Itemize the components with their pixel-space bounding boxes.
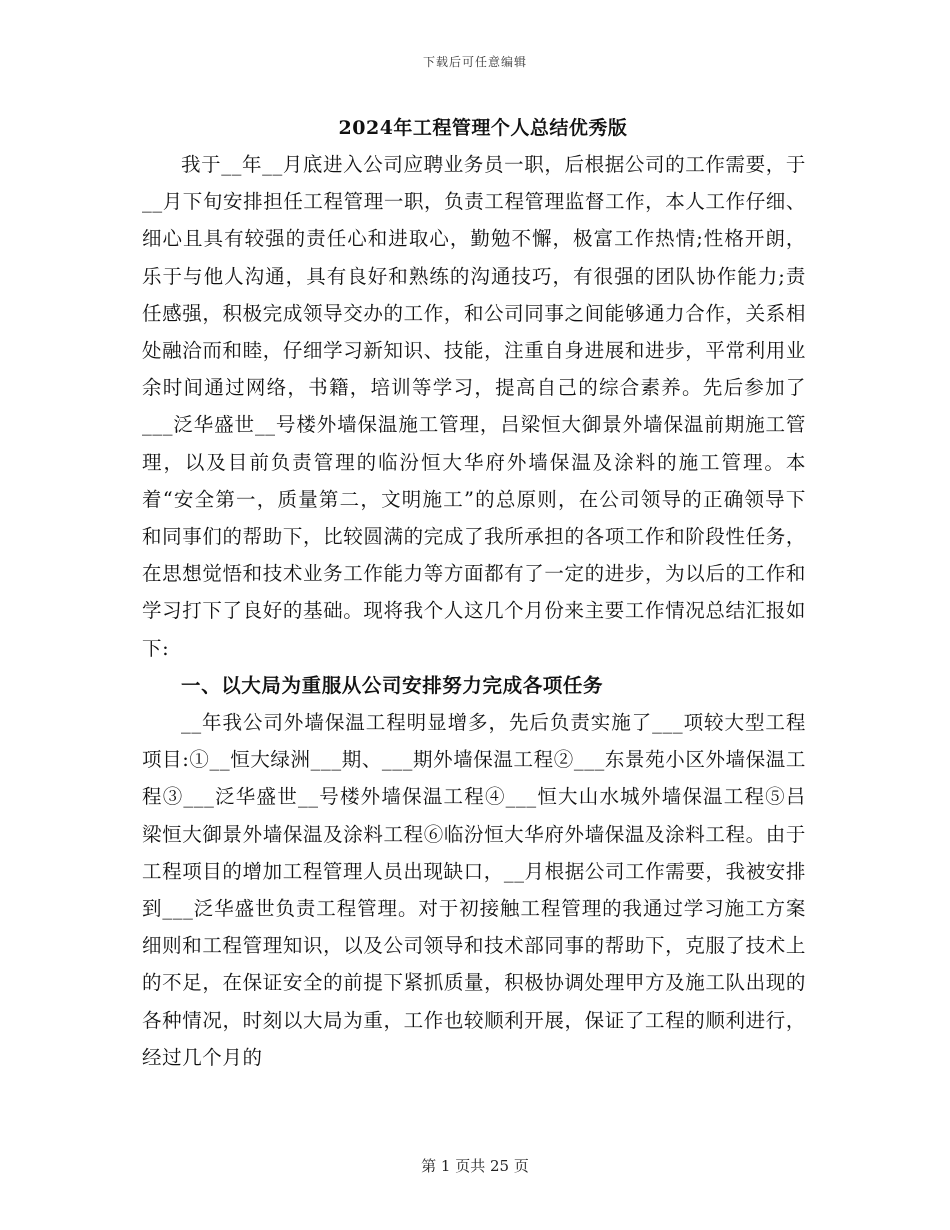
header-note: 下载后可任意编辑	[422, 55, 527, 69]
paragraph-section-1: __年我公司外墙保温工程明显增多，先后负责实施了___项较大型工程项目:①__恒大绿洲___期、___期外墙保温工程②___东景苑小区外墙保温工程③___泛华盛世__号楼外墙保温工程④___恒大山水城外墙保温工程⑤吕梁恒大御景外墙保温及涂料工程⑥临汾恒大华府外墙保温及涂料工程。由于工程项目的增加工程管理人员出现缺口，__月根据公司工作需要，我被安排到___泛华盛世负责工程管理。对于初接触工程管理的我通过学习施工方案细则和工程管理知识，以及公司领导和技术部同事的帮助下，克服了技术上的不足，在保证安全的前提下紧抓质量，积极协调处理甲方及施工队出现的各种情况，时刻以大局为重，工作也较顺利开展，保证了工程的顺利进行，经过几个月的	[142, 711, 806, 1069]
page-number: 第 1 页共 25 页	[421, 1157, 529, 1175]
paragraph-intro: 我于__年__月底进入公司应聘业务员一职，后根据公司的工作需要，于__月下旬安排担任工程管理一职，负责工程管理监督工作，本人工作仔细、细心且具有较强的责任心和进取心，勤勉不懈，极富工作热情;性格开朗，乐于与他人沟通，具有良好和熟练的沟通技巧，有很强的团队协作能力;责任感强，积极完成领导交办的工作，和公司同事之间能够通力合作，关系相处融洽而和睦，仔细学习新知识、技能，注重自身进展和进步，平常利用业余时间通过网络，书籍，培训等学习，提高自己的综合素养。先后参加了___泛华盛世__号楼外墙保温施工管理，吕梁恒大御景外墙保温前期施工管理，以及目前负责管理的临汾恒大华府外墙保温及涂料的施工管理。本着“安全第一，质量第二，文明施工”的总原则，在公司领导的正确领导下和同事们的帮助下，比较圆满的完成了我所承担的各项工作和阶段性任务，在思想觉悟和技术业务工作能力等方面都有了一定的进步，为以后的工作和学习打下了良好的基础。现将我个人这几个月份来主要工作情况总结汇报如下:	[142, 153, 806, 660]
section-heading-1: 一、以大局为重服从公司安排努力完成各项任务	[181, 673, 604, 697]
document-title: 2024年工程管理个人总结优秀版	[338, 117, 628, 139]
document-body	[142, 110, 806, 1076]
